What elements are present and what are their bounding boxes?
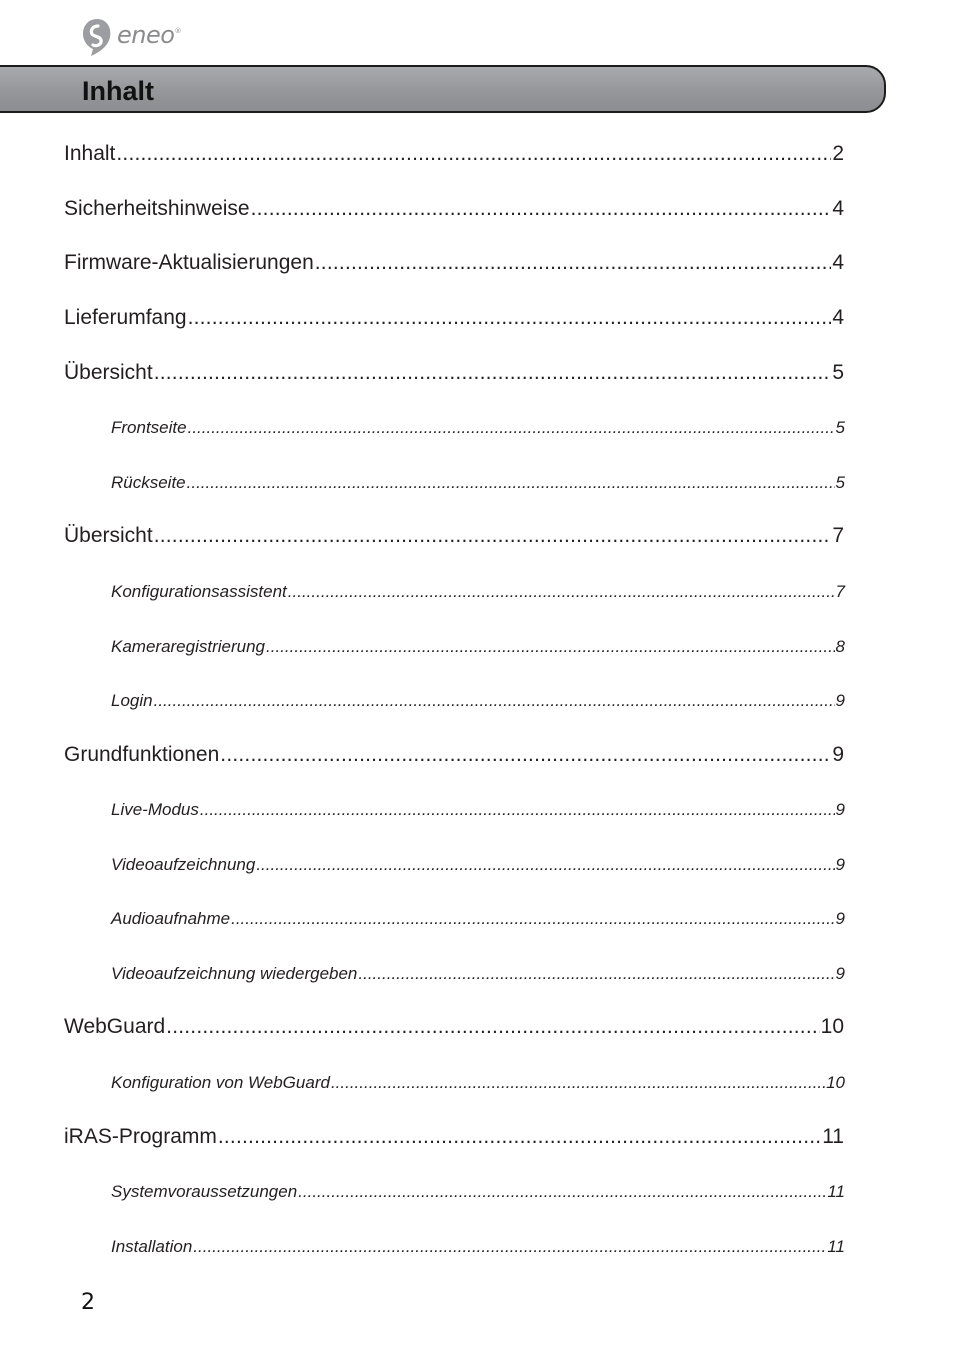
logo-wordmark: eneo®	[117, 21, 181, 49]
toc-subentry[interactable]	[111, 690, 845, 712]
page-number: 2	[81, 1290, 95, 1315]
toc-subentry[interactable]	[111, 581, 845, 603]
toc-entry-page: 9	[832, 743, 844, 766]
toc-subentry[interactable]	[111, 1072, 845, 1094]
toc-entry-label: Audioaufnahme	[111, 909, 231, 928]
toc-leader-dots	[231, 908, 834, 930]
toc-entry[interactable]	[64, 1014, 844, 1040]
toc-entry-page: 9	[835, 909, 845, 928]
toc-leader-dots	[331, 1072, 825, 1094]
toc-entry-page: 5	[832, 361, 844, 384]
toc-subentry[interactable]	[111, 1181, 845, 1203]
toc-subentry[interactable]	[111, 908, 845, 930]
toc-subentry[interactable]	[111, 799, 845, 821]
toc-entry-page: 4	[832, 251, 844, 274]
toc-entry-page: 9	[835, 691, 845, 710]
toc-leader-dots	[188, 305, 832, 331]
toc-leader-dots	[116, 141, 831, 167]
toc-entry-label: Videoaufzeichnung wiedergeben	[111, 964, 358, 983]
toc-leader-dots	[154, 690, 835, 712]
toc-entry-label: Systemvoraussetzungen	[111, 1182, 298, 1201]
toc-entry-label: Frontseite	[111, 418, 187, 437]
toc-leader-dots	[188, 417, 835, 439]
toc-entry-label: Übersicht	[64, 524, 153, 547]
toc-leader-dots	[200, 799, 835, 821]
toc-entry-label: Firmware-Aktualisierungen	[64, 251, 314, 274]
toc-entry-label: Lieferumfang	[64, 306, 187, 329]
toc-leader-dots	[266, 636, 835, 658]
toc-subentry[interactable]	[111, 472, 845, 494]
toc-subentry[interactable]	[111, 854, 845, 876]
toc-entry[interactable]	[64, 141, 844, 167]
toc-entry-page: 10	[826, 1073, 845, 1092]
toc-subentry[interactable]	[111, 963, 845, 985]
toc-entry-label: Installation	[111, 1237, 193, 1256]
toc-entry-label: Sicherheitshinweise	[64, 197, 250, 220]
toc-entry-label: Konfiguration von WebGuard	[111, 1073, 330, 1092]
toc-entry-page: 11	[822, 1125, 844, 1148]
toc-entry-label: Videoaufzeichnung	[111, 855, 256, 874]
toc-subentry[interactable]	[111, 1236, 845, 1258]
toc-entry-label: Übersicht	[64, 361, 153, 384]
toc-leader-dots	[218, 1124, 821, 1150]
toc-entry-page: 10	[820, 1015, 844, 1038]
toc-leader-dots	[358, 963, 834, 985]
toc-entry[interactable]	[64, 250, 844, 276]
toc-entry-label: Login	[111, 691, 153, 710]
toc-entry-label: Kameraregistrierung	[111, 637, 266, 656]
toc-entry[interactable]	[64, 523, 844, 549]
toc-entry-label: WebGuard	[64, 1015, 166, 1038]
toc-leader-dots	[315, 250, 832, 276]
toc-entry-page: 7	[832, 524, 844, 547]
toc-entry-page: 9	[835, 964, 845, 983]
toc-entry[interactable]	[64, 1124, 844, 1150]
toc-leader-dots	[187, 472, 835, 494]
brand-logo	[80, 16, 181, 58]
toc-entry-label: iRAS-Programm	[64, 1125, 217, 1148]
toc-entry-page: 11	[827, 1237, 845, 1256]
toc-entry[interactable]	[64, 742, 844, 768]
toc-entry-page: 4	[832, 197, 844, 220]
toc-leader-dots	[251, 196, 832, 222]
toc-entry-page: 9	[835, 800, 845, 819]
toc-leader-dots	[288, 581, 835, 603]
toc-leader-dots	[193, 1236, 826, 1258]
toc-entry[interactable]	[64, 360, 844, 386]
toc-entry-label: Konfigurationsassistent	[111, 582, 287, 601]
toc-subentry[interactable]	[111, 417, 845, 439]
toc-leader-dots	[220, 742, 831, 768]
toc-leader-dots	[298, 1181, 826, 1203]
toc-entry-label: Grundfunktionen	[64, 743, 220, 766]
toc-entry-page: 5	[835, 473, 845, 492]
toc-entry-page: 11	[827, 1182, 845, 1201]
toc-entry-page: 5	[835, 418, 845, 437]
toc-entry-page: 2	[832, 142, 844, 165]
toc-entry-page: 4	[832, 306, 844, 329]
toc-entry[interactable]	[64, 305, 844, 331]
toc-leader-dots	[154, 523, 832, 549]
toc-leader-dots	[154, 360, 832, 386]
toc-entry-label: Rückseite	[111, 473, 186, 492]
toc-entry-page: 9	[835, 855, 845, 874]
toc-leader-dots	[166, 1014, 819, 1040]
toc-entry-page: 7	[835, 582, 845, 601]
toc-entry-page: 8	[835, 637, 845, 656]
eneo-logo-icon	[80, 17, 114, 57]
toc-entry[interactable]	[64, 196, 844, 222]
page-title: Inhalt	[82, 76, 154, 106]
toc-entry-label: Live-Modus	[111, 800, 199, 819]
toc-subentry[interactable]	[111, 636, 845, 658]
toc-leader-dots	[256, 854, 834, 876]
toc-entry-label: Inhalt	[64, 142, 116, 165]
